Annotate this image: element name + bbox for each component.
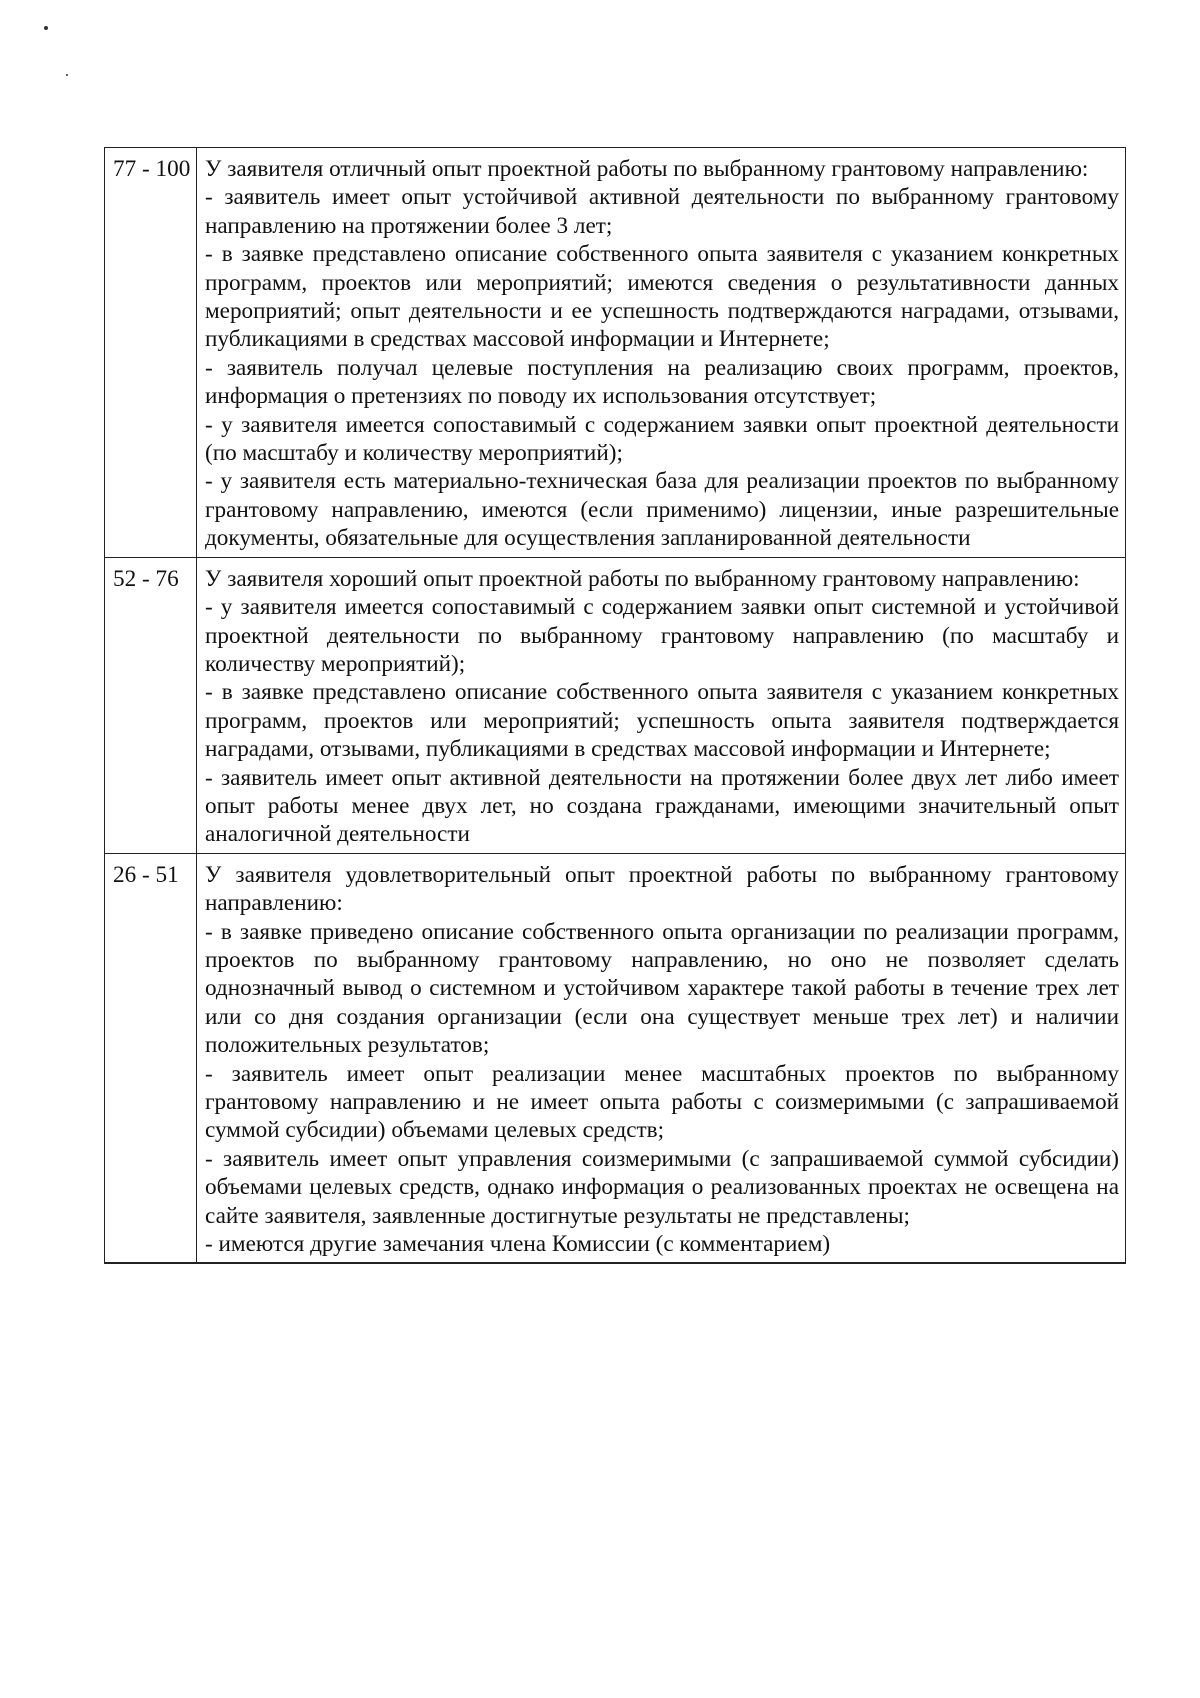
scan-speck: [66, 74, 68, 76]
criteria-paragraph: - заявитель имеет опыт реализации менее масштабных проектов по выбранному грантовому направлению и не имеет опыта работы с соизмеримыми (с запрашиваемой суммой субсидии) объемами целевых средств;: [205, 1060, 1119, 1144]
table-row: [105, 148, 1126, 558]
criteria-paragraph: - заявитель имеет опыт активной деятельности на протяжении более двух лет либо имеет опыт работы менее двух лет, но создана гражданами, имеющими значительный опыт аналогичной деятельности: [205, 764, 1119, 848]
criteria-description-cell: [197, 148, 1126, 558]
score-range-cell: 52 - 76: [105, 557, 197, 853]
criteria-paragraph: У заявителя хороший опыт проектной работы по выбранному грантовому направлению:: [205, 565, 1080, 592]
criteria-description-cell: [197, 557, 1126, 853]
criteria-paragraph: - у заявителя имеется сопоставимый с содержанием заявки опыт проектной деятельности (по масштабу и количеству мероприятий);: [205, 411, 1119, 467]
criteria-paragraph: - заявитель имеет опыт устойчивой активной деятельности по выбранному грантовому направлению на протяжении более 3 лет;: [205, 184, 1119, 239]
criteria-paragraph: - у заявителя имеется сопоставимый с содержанием заявки опыт системной и устойчивой проектной деятельности по выбранному грантовому направлению (по масштабу и количеству мероприятий);: [205, 594, 1119, 677]
table-row: [105, 557, 1126, 853]
criteria-paragraph: У заявителя отличный опыт проектной работы по выбранному грантовому направлению:: [205, 156, 1089, 182]
criteria-description-cell: [197, 853, 1126, 1263]
score-range-cell: 77 - 100: [105, 148, 197, 558]
criteria-paragraph: - имеются другие замечания члена Комиссии (с комментарием): [205, 1231, 831, 1258]
scan-speck: [44, 26, 48, 30]
criteria-paragraph: - в заявке приведено описание собственного опыта организации по реализации программ, проектов по выбранному грантовому направлению, но оно не позволяет сделать однозначный вывод о системном и устойчивом характере такой работы в течение трех лет или со дня создания организации (если она существует меньше трех лет) и наличии положительных результатов;: [205, 918, 1119, 1059]
criteria-paragraph: - заявитель имеет опыт управления соизмеримыми (с запрашиваемой суммой субсидии) объемами целевых средств, однако информация о реализованных проектах не освещена на сайте заявителя, заявленные достигнутые результаты не представлены;: [205, 1145, 1119, 1229]
criteria-paragraph: У заявителя удовлетворительный опыт проектной работы по выбранному грантовому направлению:: [205, 861, 1119, 917]
scoring-criteria-table: [104, 147, 1126, 1264]
criteria-paragraph: - заявитель получал целевые поступления на реализацию своих программ, проектов, информация о претензиях по поводу их использования отсутствует;: [205, 354, 1119, 410]
score-range-cell: 26 - 51: [105, 853, 197, 1263]
criteria-paragraph: - в заявке представлено описание собственного опыта заявителя с указанием конкретных программ, проектов или мероприятий; имеются сведения о результативности данных мероприятий; опыт деятельности и ее успешность подтверждаются наградами, отзывами, публикациями в средствах массовой информации и Интернете;: [205, 241, 1119, 353]
criteria-paragraph: - в заявке представлено описание собственного опыта заявителя с указанием конкретных программ, проектов или мероприятий; успешность опыта заявителя подтверждается наградами, отзывами, публикациями в средствах массовой информации и Интернете;: [205, 679, 1119, 763]
table-row: [105, 853, 1126, 1263]
criteria-paragraph: - у заявителя есть материально-техническая база для реализации проектов по выбранному грантовому направлению, имеются (если применимо) лицензии, иные разрешительные документы, обязательные для осуществления запланированной деятельности: [205, 468, 1119, 552]
